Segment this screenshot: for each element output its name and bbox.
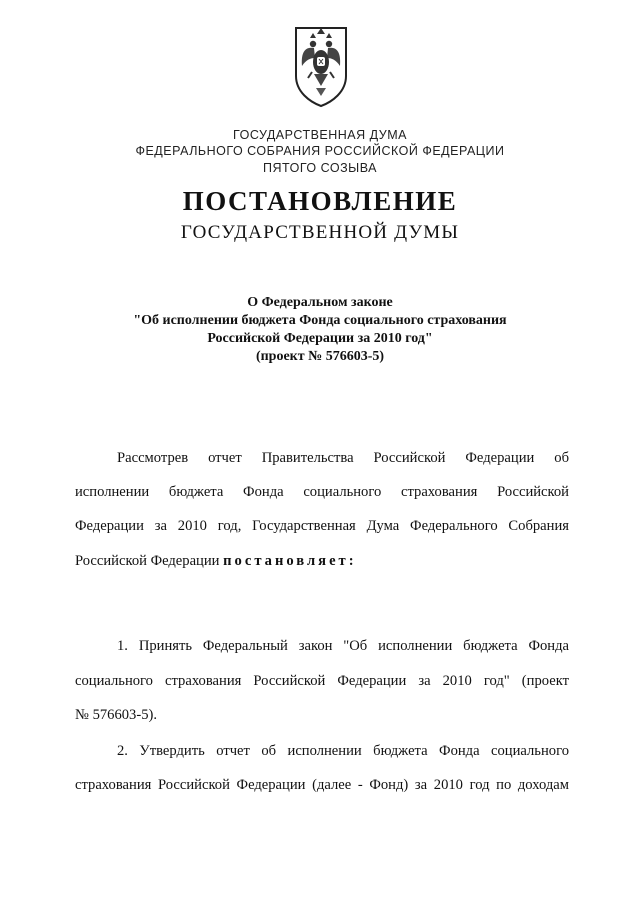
- project-number: (проект № 576603-5): [255, 349, 385, 364]
- preamble-line-4-text: Российской Федерации: [75, 553, 224, 569]
- convocation-line: ПЯТОГО СОЗЫВА: [263, 161, 377, 175]
- preamble-line-4: [75, 553, 569, 570]
- law-title-line-1: О Федеральном законе: [247, 295, 393, 310]
- clause-1-line-3: № 576603-5).: [75, 707, 158, 723]
- law-title-line-3: Российской Федерации за 2010 год": [207, 331, 433, 346]
- clause-1-line-1: 1. Принять Федеральный закон "Об исполнении бюджета Фонда: [117, 638, 569, 654]
- clause-2-line-1: 2. Утвердить отчет об исполнении бюджета Фонда социального: [117, 743, 569, 759]
- preamble-line-1: Рассмотрев отчет Правительства Российской Федерации об: [117, 450, 569, 466]
- russian-coat-of-arms-icon: [292, 24, 350, 108]
- document-subtitle: ГОСУДАРСТВЕННОЙ ДУМЫ: [180, 222, 460, 243]
- clause-1-line-2: социального страхования Российской Федерации за 2010 год" (проект: [75, 673, 569, 689]
- preamble-line-2: исполнении бюджета Фонда социального страхования Российской: [75, 484, 569, 500]
- decree-word: постановляет:: [223, 553, 357, 569]
- org-name-line-2: ФЕДЕРАЛЬНОГО СОБРАНИЯ РОССИЙСКОЙ ФЕДЕРАЦИИ: [135, 144, 505, 158]
- document-title: ПОСТАНОВЛЕНИЕ: [182, 186, 458, 216]
- preamble-line-3: Федерации за 2010 год, Государственная Дума Федерального Собрания: [75, 518, 569, 534]
- org-name-line-1: ГОСУДАРСТВЕННАЯ ДУМА: [233, 128, 407, 142]
- clause-2-line-2: страхования Российской Федерации (далее - Фонд) за 2010 год по доходам: [75, 777, 569, 793]
- law-title-line-2: "Об исполнении бюджета Фонда социального страхования: [133, 313, 507, 328]
